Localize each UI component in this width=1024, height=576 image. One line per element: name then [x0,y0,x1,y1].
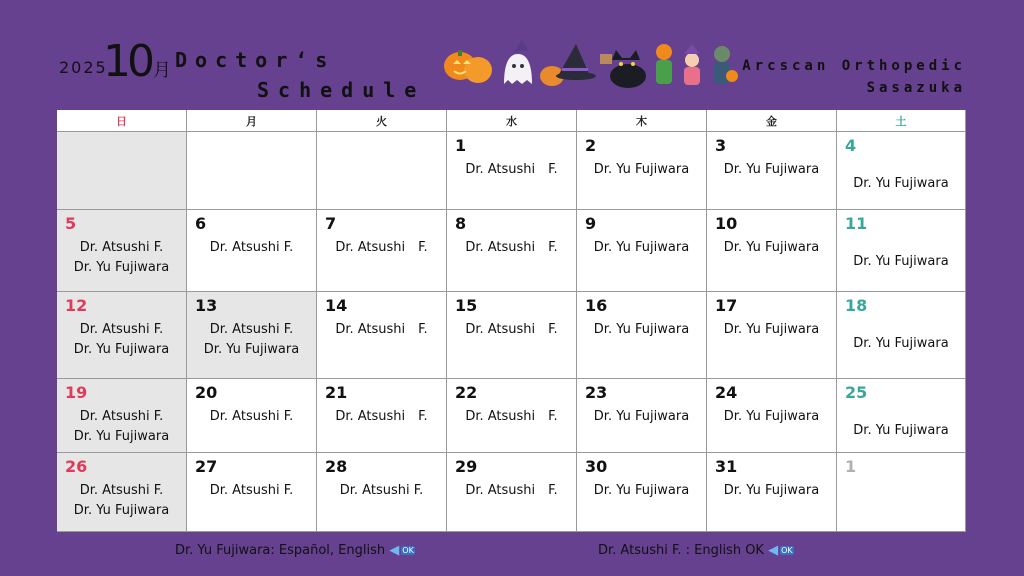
weekday-header: 日 [57,110,187,132]
halloween-decoration-illustration [440,40,752,92]
doctor-name: Dr. Yu Fujiwara [73,260,170,275]
doctor-name: Dr. Atsushi F. [465,409,558,424]
day-number: 21 [325,383,348,402]
day-number: 13 [195,296,218,315]
doctor-list [577,160,706,180]
day-number: 10 [715,214,738,233]
calendar-day-cell [707,132,837,210]
doctor-list [57,320,186,360]
doctor-name: Dr. Yu Fujiwara [593,322,690,337]
doctor-list [57,481,186,521]
doctor-list [447,160,576,180]
doctor-name: Dr. Yu Fujiwara [723,483,820,498]
doctor-list [577,481,706,501]
day-number: 19 [65,383,88,402]
weekday-header: 木 [577,110,707,132]
day-number: 31 [715,457,738,476]
doctor-name: Dr. Yu Fujiwara [723,240,820,255]
year-label: 2025 [59,58,108,77]
ghost-icon [504,40,532,84]
calendar-day-cell [57,292,187,379]
doctor-name: Dr. Yu Fujiwara [853,336,949,351]
legend-yu-text: Dr. Yu Fujiwara: Español, English [175,543,386,558]
doctor-list [317,407,446,427]
doctor-list [187,481,316,501]
calendar-day-cell [317,453,447,532]
doctor-name: Dr. Yu Fujiwara [203,342,300,357]
pumpkin-icon [444,50,492,83]
legend-yu-fujiwara [175,543,415,558]
calendar-day-cell [707,453,837,532]
doctor-list [577,320,706,340]
doctor-list [707,160,836,180]
day-number: 11 [845,214,868,233]
doctor-name: Dr. Atsushi F. [209,322,294,337]
calendar-day-cell [317,132,447,210]
day-number: 1 [845,457,857,476]
day-number: 23 [585,383,608,402]
calendar-day-cell [447,379,577,453]
calendar-day-cell [187,210,317,292]
black-cat-icon [600,50,646,88]
doctor-list [317,320,446,340]
calendar-day-cell [577,292,707,379]
calendar-day-cell [187,379,317,453]
day-number: 27 [195,457,218,476]
day-number: 1 [455,136,467,155]
doctor-list [447,481,576,501]
doctor-list [707,481,836,501]
doctor-name: Dr. Yu Fujiwara [593,409,690,424]
title-line-2: Schedule [257,78,426,102]
calendar-header [57,36,966,108]
calendar-day-cell [447,292,577,379]
doctor-name: Dr. Yu Fujiwara [73,429,170,444]
month-number: 10 [103,36,151,87]
calendar-day-cell [577,210,707,292]
calendar-day-cell [707,379,837,453]
doctor-list [57,238,186,278]
day-number: 2 [585,136,597,155]
doctor-list [57,407,186,447]
day-number: 3 [715,136,727,155]
day-number: 9 [585,214,597,233]
calendar-day-cell [57,379,187,453]
doctor-name: Dr. Yu Fujiwara [853,254,949,269]
doctor-name: Dr. Atsushi F. [465,483,558,498]
doctor-name: Dr. Yu Fujiwara [593,240,690,255]
doctor-name: Dr. Yu Fujiwara [723,409,820,424]
doctor-list [707,238,836,258]
calendar-day-cell [447,210,577,292]
month-kanji-label: 月 [153,60,171,81]
calendar-day-cell [57,132,187,210]
doctor-list [317,238,446,258]
clinic-location: Sasazuka [866,80,966,96]
doctor-name: Dr. Atsushi F. [465,240,558,255]
calendar-day-cell [577,379,707,453]
calendar-grid [57,110,966,532]
doctor-list [447,407,576,427]
doctor-list [837,421,965,441]
doctor-list [837,334,965,354]
doctor-name: Dr. Yu Fujiwara [73,503,170,518]
doctor-name: Dr. Yu Fujiwara [593,162,690,177]
day-number: 25 [845,383,868,402]
doctor-list [447,238,576,258]
doctor-list [447,320,576,340]
calendar-day-cell [707,210,837,292]
doctor-name: Dr. Atsushi F. [465,322,558,337]
day-number: 17 [715,296,738,315]
calendar-day-cell [577,453,707,532]
day-number: 30 [585,457,608,476]
calendar-day-cell [837,132,966,210]
day-number: 16 [585,296,608,315]
doctor-list [187,320,316,360]
calendar-day-cell [837,292,966,379]
day-number: 6 [195,214,207,233]
calendar-day-cell [837,210,966,292]
doctor-name: Dr. Yu Fujiwara [73,342,170,357]
doctor-list [707,407,836,427]
day-number: 26 [65,457,88,476]
ok-badge-icon: OK [402,546,414,555]
day-number: 8 [455,214,467,233]
doctor-list [577,407,706,427]
day-number: 24 [715,383,738,402]
day-number: 28 [325,457,348,476]
weekday-header: 月 [187,110,317,132]
doctor-name: Dr. Atsushi F. [209,409,294,424]
calendar-day-cell [707,292,837,379]
doctor-name: Dr. Atsushi F. [465,162,558,177]
clinic-name: Arcscan Orthopedic [742,58,966,74]
calendar-day-cell [187,132,317,210]
doctor-name: Dr. Atsushi F. [335,409,428,424]
calendar-day-cell [577,132,707,210]
doctor-list [837,174,965,194]
witch-hat-pumpkin-icon [540,44,596,86]
doctor-list [837,252,965,272]
day-number: 14 [325,296,348,315]
doctor-name: Dr. Yu Fujiwara [723,162,820,177]
calendar-day-cell [187,292,317,379]
calendar-day-cell [447,453,577,532]
day-number: 18 [845,296,868,315]
weekday-header: 水 [447,110,577,132]
calendar-day-cell [57,453,187,532]
doctor-name: Dr. Yu Fujiwara [853,176,949,191]
calendar-day-cell [837,379,966,453]
doctor-name: Dr. Atsushi F. [335,240,428,255]
doctor-name: Dr. Yu Fujiwara [723,322,820,337]
weekday-header: 土 [837,110,966,132]
day-number: 7 [325,214,337,233]
ok-badge-icon: OK [781,546,793,555]
doctor-name: Dr. Yu Fujiwara [593,483,690,498]
calendar-day-cell [837,453,966,532]
day-number: 12 [65,296,88,315]
doctor-list [187,407,316,427]
doctor-name: Dr. Yu Fujiwara [853,423,949,438]
megaphone-icon: ◀ [389,543,400,558]
day-number: 5 [65,214,77,233]
megaphone-icon: ◀ [768,543,779,558]
legend-atsushi [598,543,794,558]
doctor-name: Dr. Atsushi F. [209,240,294,255]
doctor-list [707,320,836,340]
doctor-name: Dr. Atsushi F. [339,483,424,498]
calendar-day-cell [187,453,317,532]
doctor-name: Dr. Atsushi F. [335,322,428,337]
doctor-list [187,238,316,258]
weekday-header: 火 [317,110,447,132]
calendar-day-cell [317,292,447,379]
doctor-list [317,481,446,501]
doctor-name: Dr. Atsushi F. [79,240,164,255]
doctor-name: Dr. Atsushi F. [79,483,164,498]
day-number: 15 [455,296,478,315]
weekday-header: 金 [707,110,837,132]
calendar-day-cell [317,379,447,453]
doctor-name: Dr. Atsushi F. [79,322,164,337]
day-number: 29 [455,457,478,476]
day-number: 22 [455,383,478,402]
calendar-day-cell [317,210,447,292]
day-number: 20 [195,383,218,402]
calendar-day-cell [57,210,187,292]
doctor-list [577,238,706,258]
legend-atsushi-text: Dr. Atsushi F. : English OK [598,543,764,558]
doctor-name: Dr. Atsushi F. [209,483,294,498]
day-number: 4 [845,136,857,155]
title-line-1: Doctor‘s [175,48,336,72]
calendar-day-cell [447,132,577,210]
costumed-kids-icon [656,44,738,85]
doctor-name: Dr. Atsushi F. [79,409,164,424]
